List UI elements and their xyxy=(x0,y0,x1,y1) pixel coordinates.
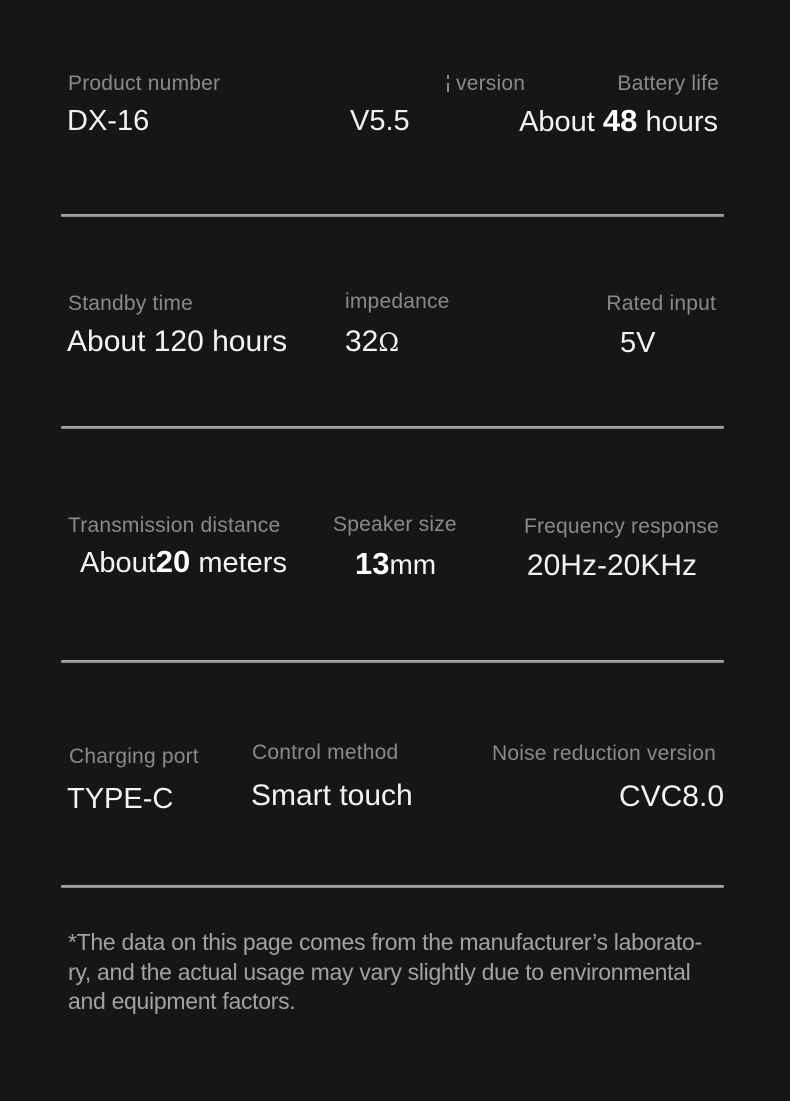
charging-port-value: TYPE-C xyxy=(67,783,174,815)
section-divider-4 xyxy=(61,885,724,888)
noise-reduction-value: CVC8.0 xyxy=(618,780,724,813)
speaker-size-label: Speaker size xyxy=(333,513,457,536)
control-method-label: Control method xyxy=(252,741,399,764)
frequency-response-label: Frequency response xyxy=(523,515,719,538)
standby-time-label: Standby time xyxy=(68,292,193,315)
version-value: V5.5 xyxy=(350,105,410,137)
speaker-size-value xyxy=(355,546,436,583)
section-divider-1 xyxy=(61,214,724,217)
battery-life-label: Battery life xyxy=(617,72,719,95)
transmission-distance-value xyxy=(80,544,287,581)
product-number-label: Product number xyxy=(68,72,221,95)
battery-life-value-number: 48 xyxy=(602,103,638,138)
battery-life-value-post: hours xyxy=(637,106,718,138)
battery-life-value xyxy=(519,103,718,140)
impedance-value xyxy=(345,324,399,361)
transmission-value-number: 20 xyxy=(155,544,191,579)
impedance-value-number: 32 xyxy=(345,325,379,358)
impedance-label: impedance xyxy=(345,290,450,313)
battery-life-value-pre: About xyxy=(519,106,603,138)
noise-reduction-label: Noise reduction version xyxy=(491,742,716,765)
transmission-value-post: meters xyxy=(190,547,287,579)
control-method-value: Smart touch xyxy=(251,779,413,812)
disclaimer-line-3: and equipment factors. xyxy=(68,988,296,1014)
transmission-distance-label: Transmission distance xyxy=(68,514,281,537)
rated-input-label: Rated input xyxy=(606,292,716,315)
version-label xyxy=(447,71,525,97)
rated-input-value: 5V xyxy=(620,327,656,359)
version-label-text: version xyxy=(456,72,526,95)
disclaimer xyxy=(68,928,702,1017)
speaker-size-value-number: 13 xyxy=(355,546,390,581)
section-divider-2 xyxy=(61,426,724,429)
disclaimer-line-1: *The data on this page comes from the manufacturer’s laborato- xyxy=(68,929,702,955)
transmission-value-pre: About xyxy=(80,547,156,579)
speaker-size-value-unit: mm xyxy=(389,549,437,580)
disclaimer-line-2: ry, and the actual usage may vary slightly due to environmental xyxy=(68,958,691,985)
product-number-value: DX-16 xyxy=(67,105,150,137)
standby-time-value: About 120 hours xyxy=(67,325,288,358)
frequency-response-value: 20Hz-20KHz xyxy=(526,549,697,582)
impedance-value-unit: Ω xyxy=(378,328,400,357)
clipped-letter-fragment xyxy=(447,75,449,92)
section-divider-3 xyxy=(61,660,724,663)
charging-port-label: Charging port xyxy=(69,745,199,768)
